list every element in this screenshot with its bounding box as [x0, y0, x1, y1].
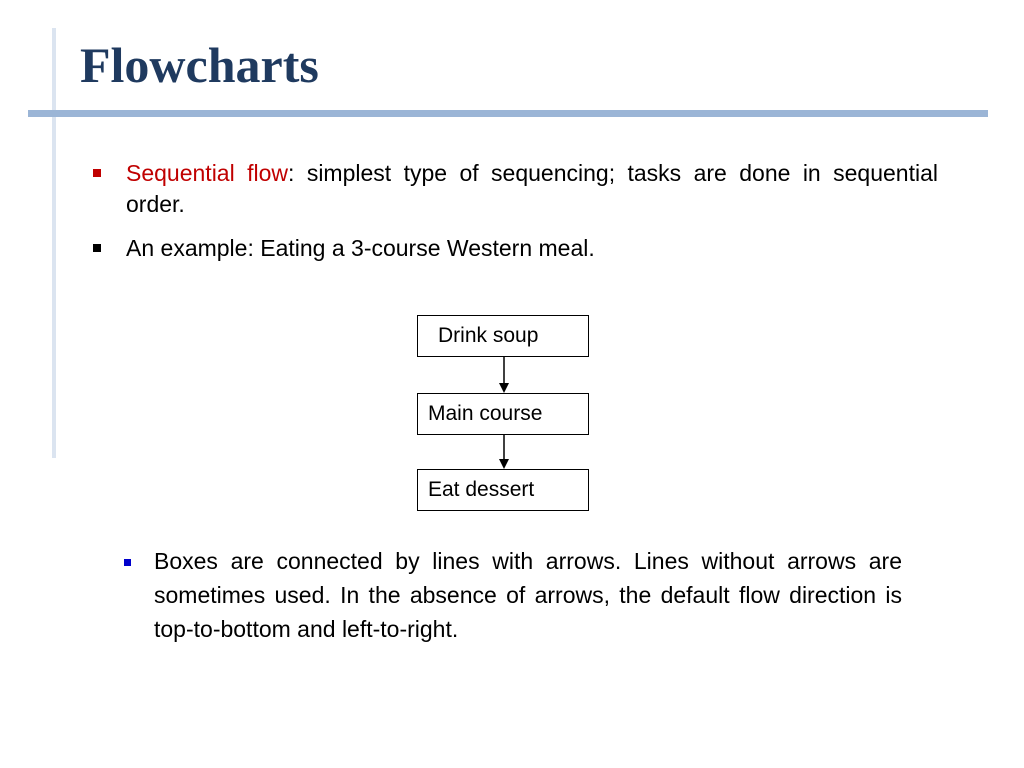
square-bullet-icon — [93, 244, 101, 252]
bullet-example — [126, 233, 938, 264]
sub-bullet-arrows-note — [154, 544, 902, 646]
flowchart-box-eat-dessert: Eat dessert — [417, 469, 589, 511]
title-underline — [28, 110, 988, 117]
flowchart-box-drink-soup: Drink soup — [417, 315, 589, 357]
square-bullet-icon — [93, 169, 101, 177]
flowchart-arrow-icon — [497, 435, 511, 469]
slide-title: Flowcharts — [80, 37, 319, 93]
left-vertical-rule — [52, 28, 56, 458]
flowchart-box-main-course: Main course — [417, 393, 589, 435]
flowchart-arrow-icon — [497, 357, 511, 393]
bullet-text: Boxes are connected by lines with arrows. Lines without arrows are sometimes used. In the absence of arrows, the default flow direction is top-to-bottom and left-to-right. — [154, 548, 902, 642]
bullet-sequential-flow — [126, 158, 938, 220]
bullet-term: Sequential flow — [126, 160, 289, 186]
bullet-text: : simplest type of sequencing; tasks are done in sequential order. — [126, 160, 938, 217]
square-bullet-icon — [124, 559, 131, 566]
bullet-text: An example: Eating a 3-course Western meal. — [126, 235, 595, 261]
